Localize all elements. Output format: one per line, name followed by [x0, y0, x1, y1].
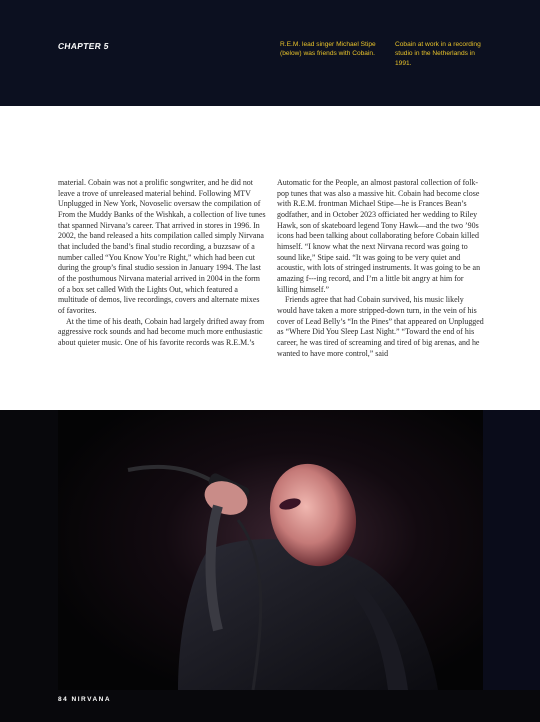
photo-caption-stipe: R.E.M. lead singer Michael Stipe (below) was friends with Cobain. [280, 41, 376, 58]
singer-at-microphone-image [58, 410, 483, 690]
footer-strip [0, 690, 540, 722]
article-column-right [277, 178, 485, 359]
photo-caption-cobain: Cobain at work in a recording studio in the Netherlands in 1991. [395, 41, 481, 67]
chapter-label: CHAPTER 5 [57, 41, 110, 51]
page-folio: 84 NIRVANA [58, 696, 112, 703]
page-margin-dark [483, 410, 540, 722]
paragraph: At the time of his death, Cobain had largely drifted away from aggressive rock sounds and had become much more enthusiastic about quieter music. One of his favorite records was R.E.M.’s [58, 316, 265, 347]
paragraph: material. Cobain was not a prolific songwriter, and he did not leave a trove of unreleased material behind. Following MTV Unplugged in New York, Novoselic oversaw the compilation of From the Muddy Banks of the Wishkah, a collection of live tunes that spanned Nirvana’s career. That arrived in stores in 1996. In 2002, the band released a hits compilation called simply Nirvana that included the band’s final studio recording, a buzzsaw of a number called “You Know You’re Right,” which had been cut during the group’s final studio session in January 1994. The last of the posthumous Nirvana material arrived in 2004 in the form of a box set called With the Lights Out, which featured a multitude of demos, live recordings, covers and alternate mixes of favorites. [58, 178, 266, 315]
page-margin-dark [0, 410, 58, 722]
concert-photo [58, 410, 483, 690]
article-column-left [58, 178, 266, 349]
paragraph: Friends agree that had Cobain survived, his music likely would have taken a more stripped-down turn, in the vein of his cover of Lead Belly’s “In the Pines” that appeared on Unplugged as “Where Did You Sleep Last Night.” “Toward the end of his career, he was tired of screaming and tired of big arenas, and he wanted to have more control,” said [277, 295, 484, 358]
paragraph: Automatic for the People, an almost pastoral collection of folk-pop tunes that was also a massive hit. Cobain had become close with R.E.M. frontman Michael Stipe—he is Frances Bean’s godfather, and in October 2023 officiated her wedding to Riley Hawk, son of skateboard legend Tony Hawk—and the two ’90s icons had been talking about collaborating before Cobain killed himself. “I know what the next Nirvana record was going to sound like,” Stipe said. “It was going to be very quiet and acoustic, with lots of stringed instruments. It was going to be an amazing f---ing record, and I’m a little bit angry at him for killing himself.” [277, 178, 481, 294]
